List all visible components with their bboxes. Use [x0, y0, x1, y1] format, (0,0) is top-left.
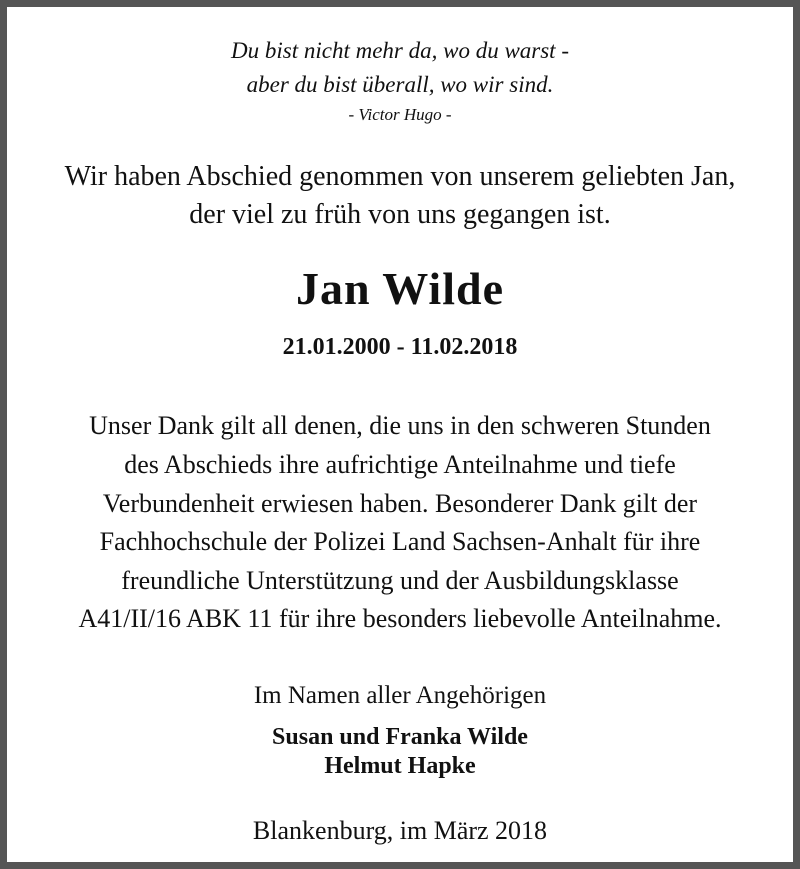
- life-dates: 21.01.2000 - 11.02.2018: [282, 334, 518, 360]
- deceased-name: Jan Wilde: [296, 263, 504, 314]
- thanks-line-2: des Abschieds ihre aufrichtige Anteilnahme und tiefe: [124, 450, 676, 479]
- quote-author: - Victor Hugo -: [348, 105, 452, 124]
- thanks-line-1: Unser Dank gilt all denen, die uns in den schweren Stunden: [89, 411, 711, 440]
- signer-names-1: Susan und Franka Wilde: [272, 724, 528, 750]
- thanks-line-3: Verbundenheit erwiesen haben. Besonderer Dank gilt der: [102, 489, 698, 518]
- intro-line-1: Wir haben Abschied genommen von unserem geliebten Jan,: [64, 161, 736, 192]
- intro-line-2: der viel zu früh von uns gegangen ist.: [189, 199, 611, 230]
- signoff-intro: Im Namen aller Angehörigen: [253, 682, 547, 709]
- quote-line-2: aber du bist überall, wo wir sind.: [246, 72, 554, 97]
- signer-names-2: Helmut Hapke: [324, 753, 476, 779]
- quote-line-1: Du bist nicht mehr da, wo du warst -: [231, 38, 569, 63]
- thanks-line-6: A41/II/16 ABK 11 für ihre besonders liebevolle Anteilnahme.: [78, 604, 722, 633]
- place-and-date: Blankenburg, im März 2018: [252, 816, 548, 845]
- thanks-line-4: Fachhochschule der Polizei Land Sachsen-Anhalt für ihre: [99, 527, 701, 556]
- thanks-line-5: freundliche Unterstützung und der Ausbildungsklasse: [121, 566, 679, 595]
